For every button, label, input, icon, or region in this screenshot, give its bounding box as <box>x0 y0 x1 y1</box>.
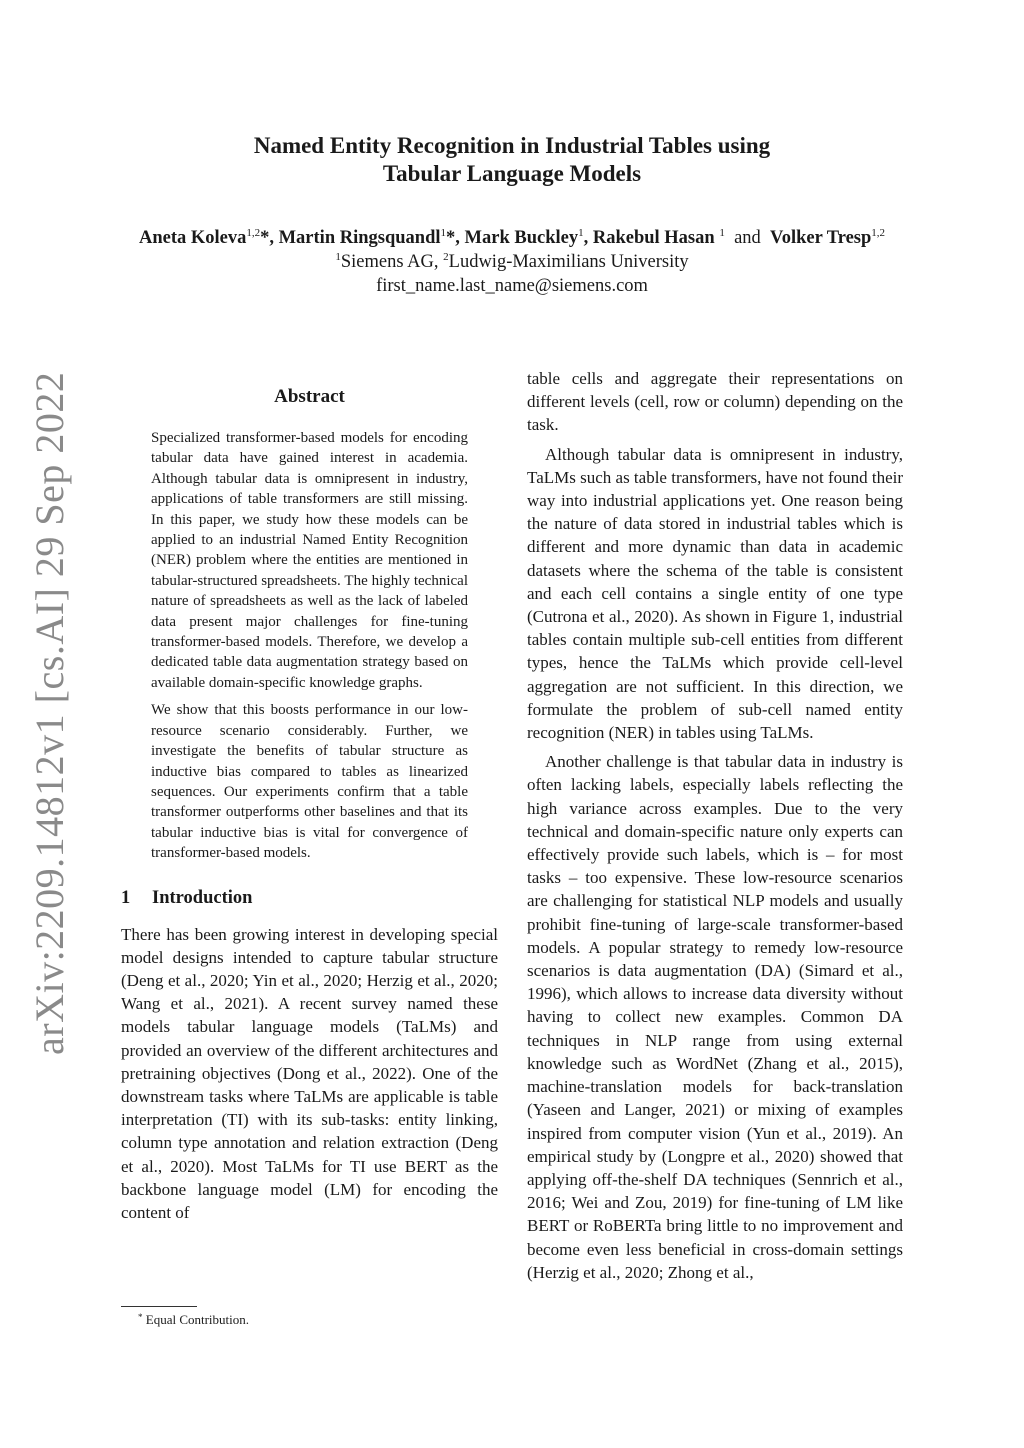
author-buckley: Mark Buckley <box>464 228 579 248</box>
paper-title-line-1: Named Entity Recognition in Industrial Tables using <box>253 133 771 158</box>
author-hasan-affil: 1 <box>719 227 725 239</box>
author-koleva-affil: 1,2 <box>246 227 261 239</box>
author-email: first_name.last_name@siemens.com <box>376 276 648 296</box>
introduction-body <box>121 923 498 1225</box>
intro-paragraph-3: Another challenge is that tabular data in industry is often lacking labels, especially labels reflecting the high variance across examples. Due to the very technical and domain-specific nature only experts can effectively provide such labels, which is – for most tasks – too expensive. These low-resource scenarios are challenging for statistical NLP models and usually prohibit fine-tuning of large-scale transformer-based models. A popular strategy to remedy low-resource scenarios is data augmentation (DA) (Simard et al., 1996), which allows to increase data diversity without having to collect new examples. Common DA techniques in NLP range from using external knowledge such as WordNet (Zhang et al., 2015), machine-translation models for back-translation (Yaseen and Langer, 2021) or mixing of examples inspired from computer vision (Yun et al., 2019). An empirical study by (Longpre et al., 2020) showed that applying off-the-shelf DA techniques (Sennrich et al., 2016; Wei and Zou, 2019) for fine-tuning of LM like BERT or RoBERTa bring little to no improvement and become even less beneficial in cross-domain settings (Herzig et al., 2020; Zhong et al., <box>527 752 903 1282</box>
author-list <box>0 226 1024 250</box>
section-heading-introduction <box>121 888 498 909</box>
right-column <box>527 367 903 1284</box>
author-separator: *, <box>446 228 465 248</box>
author-block <box>0 226 1024 298</box>
intro-paragraph-2: Although tabular data is omnipresent in industry, TaLMs such as table transformers, have not found their way into industrial applications yet. One reason being the nature of data stored in industrial tables which is different and more dynamic than data in academic datasets where the schema of the table is consistent and each cell contains a single entity of one type (Cutrona et al., 2020). As shown in Figure 1, industrial tables contain multiple sub-cell entities from different types, hence the TaLMs which provide cell-level aggregation are not sufficient. In this direction, we formulate the problem of sub-cell named entity recognition (NER) in tables using TaLMs. <box>527 444 904 743</box>
affiliation-2-mark: 2 <box>443 251 449 263</box>
section-number: 1 <box>121 887 131 908</box>
affiliation-1-mark: 1 <box>335 251 341 263</box>
arxiv-identifier: arXiv:2209.14812v1 [cs.AI] 29 Sep 2022 <box>27 371 72 1055</box>
footnote <box>138 1312 249 1328</box>
paper-title-line-2: Tabular Language Models <box>382 161 642 186</box>
author-tresp-affil: 1,2 <box>871 227 886 239</box>
author-ringsquandl-affil: 1 <box>440 227 447 239</box>
paper-title <box>0 132 1024 188</box>
abstract-paragraph-1: Specialized transformer-based models for encoding tabular data have gained interest in academia. Although tabular data is omnipresent in industry, applications of table transformers are still missing. In this paper, we study how these models can be applied to an industrial Named Entity Recognition (NER) problem where the entities are mentioned in tabular-structured spreadsheets. The highly technical nature of spreadsheets as well as the lack of labeled data present major challenges for fine-tuning transformer-based models. Therefore, we develop a dedicated table data augmentation strategy based on available domain-specific knowledge graphs. <box>151 430 468 691</box>
abstract-paragraph-2: We show that this boosts performance in our low-resource scenario considerably. Further, we investigate the benefits of tabular structure as inductive bias compared to tables as linearized sequences. Our experiments confirm that a table transformer outperforms other baselines and that its tabular inductive bias is vital for convergence of transformer-based models. <box>151 702 468 862</box>
author-tresp: Volker Tresp <box>770 228 872 248</box>
abstract-heading: Abstract <box>274 386 345 407</box>
intro-paragraph-1: There has been growing interest in developing special model designs intended to capture tabular structure (Deng et al., 2020; Yin et al., 2020; Herzig et al., 2020; Wang et al., 2021). A recent survey named these models tabular language models (TaLMs) and provided an overview of the different architectures and pretraining objectives (Dong et al., 2022). One of the downstream tasks where TaLMs are applicable is table interpretation (TI) with its sub-tasks: entity linking, column type annotation and relation extraction (Deng et al., 2020). Most TaLMs for TI use BERT as the backbone language model (LM) for encoding the content of <box>121 924 498 1222</box>
abstract <box>121 386 498 864</box>
left-column <box>121 386 498 1224</box>
affiliations <box>0 250 1024 274</box>
author-ringsquandl: Martin Ringsquandl <box>278 228 441 248</box>
footnote-text: Equal Contribution. <box>142 1312 250 1327</box>
footnote-mark: * <box>138 1312 143 1322</box>
author-koleva: Aneta Koleva <box>138 228 247 248</box>
affiliation-lmu: Ludwig-Maximilians University <box>448 252 689 272</box>
footnote-rule <box>121 1306 197 1307</box>
author-and: and <box>734 228 761 248</box>
intro-paragraph-continued: table cells and aggregate their representations on different levels (cell, row or column) depending on the task. <box>527 369 903 435</box>
author-buckley-affil: 1 <box>578 227 584 239</box>
affiliation-siemens: Siemens AG, <box>340 252 444 272</box>
author-hasan: Rakebul Hasan <box>592 228 720 248</box>
section-title: Introduction <box>152 887 253 908</box>
author-separator: , <box>583 228 593 248</box>
author-separator: *, <box>260 228 279 248</box>
